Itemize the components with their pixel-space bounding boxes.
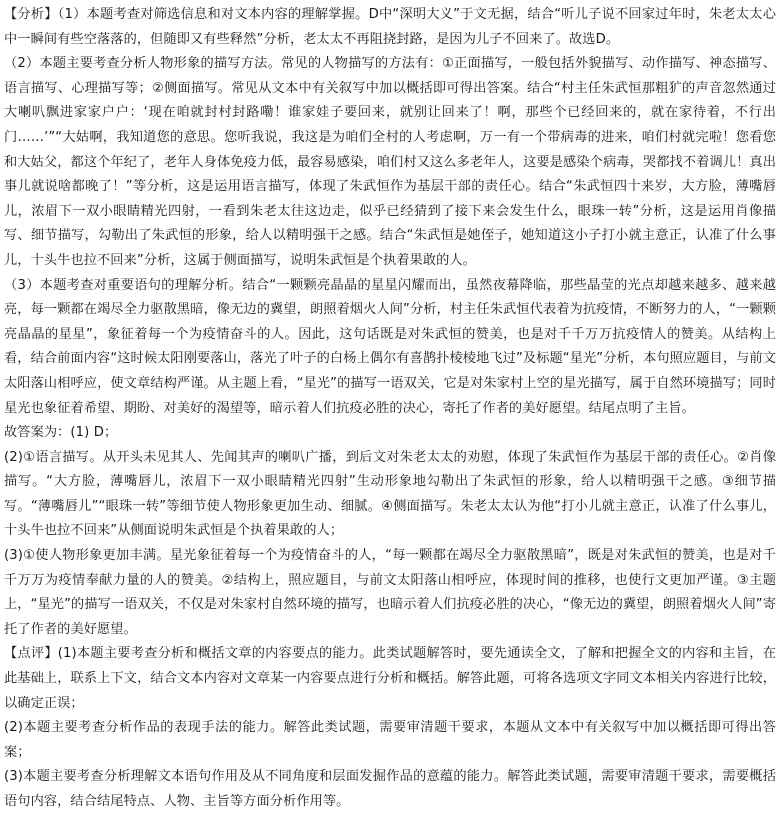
comment-tag: 【点评】 — [4, 646, 58, 662]
comment-part-2: (2)本题主要考查分析作品的表现手法的能力。解答此类试题，需要审清题干要求，本题从文本中有关叙写中加以概括即可得出答案； — [4, 720, 776, 760]
answer-part-1: 故答案为：(1) D； — [4, 425, 118, 441]
comment-text-1: (1)本题主要考查分析和概括文章的内容要点的能力。此类试题解答时，要先通读全文，了解和把握全文的内容和主旨，在此基础上，联系上下文，结合文本内容对文章某一内容要点进行分析和概括。解答此题，可将各选项文字同文本相关内容进行比较，以确定正误； — [4, 646, 776, 711]
analysis-text-1: （1）本题考查对筛选信息和对文本内容的理解掌握。D中“深明大义”于文无据，结合“听儿子说不回家过年时，朱老太太心中一瞬间有些空落落的，但随即又有些释然”分析，老太太不再阻挠封路，是因为儿子不回来了。故选D。 — [4, 7, 776, 47]
comment-part-3: (3)本题主要考查分析理解文本语句作用及从不同角度和层面发掘作品的意蕴的能力。解答此类试题，需要审清题干要求，需要概括语句内容，结合结尾特点、人物、主旨等方面分析作用等。 — [4, 769, 776, 809]
answer-part-2: (2)①语言描写。从开头未见其人、先闻其声的喇叭广播，到后文对朱老太太的劝慰，体现了朱武恒作为基层干部的责任心。②肖像描写。“大方脸，薄嘴唇儿，浓眉下一双小眼睛精光四射”生动形象地勾勒出了朱武恒的形象，给人以精明强干之感。③细节描写。“薄嘴唇儿”“眼珠一转”等细节使人物形象更加生动、细腻。④侧面描写。朱老太太认为他“打小儿就主意正，认准了什么事儿，十头牛也拉不回来”从侧面说明朱武恒是个执着果敢的人； — [4, 449, 776, 539]
analysis-tag: 【分析】 — [4, 7, 58, 22]
comment-part-1 — [4, 642, 776, 716]
analysis-part-1 — [4, 3, 776, 52]
analysis-part-2: （2）本题主要考查分析人物形象的描写方法。常见的人物描写的方法有：①正面描写，一般包括外貌描写、动作描写、神态描写、语言描写、心理描写等；②侧面描写。常见从文本中有关叙写中加以概括即可得出答案。结合“村主任朱武恒那粗犷的声音忽然通过大喇叭飘进家家户户：‘现在咱就封村封路嘞！谁家娃子要回来，就别让回来了！啊，那些个已经回来的，就在家待着，不行出门……’”“大姑啊，我知道您的意思。您听我说，我这是为咱们全村的人考虑啊，万一有一个带病毒的进来，咱们村就完啦！您看您和大姑父，都这个年纪了，老年人身体免疫力低，最容易感染，咱们村又这么多老年人，这要是感染个病毒，哭都找不着调儿！真出事儿就说啥都晚了！”等分析，这是运用语言描写，体现了朱武恒作为基层干部的责任心。结合“朱武恒四十来岁，大方脸，薄嘴唇儿，浓眉下一双小眼睛精光四射，一看到朱老太往这边走，似乎已经猜到了接下来会发生什么，眼珠一转”分析，这是运用肖像描写、细节描写，勾勒出了朱武恒的形象，给人以精明强干之感。结合“朱武恒是她侄子，她知道这小子打小就主意正，认准了什么事儿，十头牛也拉不回来”分析，这属于侧面描写，说明朱武恒是个执着果敢的人。 — [4, 56, 776, 268]
solution-document — [4, 3, 776, 815]
analysis-part-3: （3）本题考查对重要语句的理解分析。结合“一颗颗亮晶晶的星星闪耀而出，虽然夜幕降临，那些晶莹的光点却越来越多、越来越亮，每一颗都在竭尽全力驱散黑暗，像无边的冀望，朗照着烟火人间”分析，村主任朱武恒代表着为抗疫情，不断努力的人，“一颗颗亮晶晶的星星”，象征着每一个为疫情奋斗的人。因此，这句话既是对朱武恒的赞美，也是对千千万万抗疫情人的赞美。从结构上看，结合前面内容“这时候太阳刚要落山，落光了叶子的白杨上偶尔有喜鹊扑棱棱地飞过”及标题“星光”分析，本句照应题目，与前文太阳落山相呼应，使文章结构严谨。从主题上看，“星光”的描写一语双关，它是对朱家村上空的星光描写，属于自然环境描写；同时星光也象征着希望、期盼、对美好的渴望等，暗示着人们抗疫必胜的决心，寄托了作者的美好愿望。结尾点明了主旨。 — [4, 277, 776, 416]
answer-part-3: (3)①使人物形象更加丰满。星光象征着每一个为疫情奋斗的人，“每一颗都在竭尽全力驱散黑暗”，既是对朱武恒的赞美，也是对千千万万为疫情奉献力量的人的赞美。②结构上，照应题目，与前文太阳落山相呼应，体现时间的推移，也使行文更加严谨。③主题上，“星光”的描写一语双关，不仅是对朱家村自然环境的描写，也暗示着人们抗疫必胜的决心，“像无边的冀望，朗照着烟火人间”寄托了作者的美好愿望。 — [4, 548, 776, 637]
